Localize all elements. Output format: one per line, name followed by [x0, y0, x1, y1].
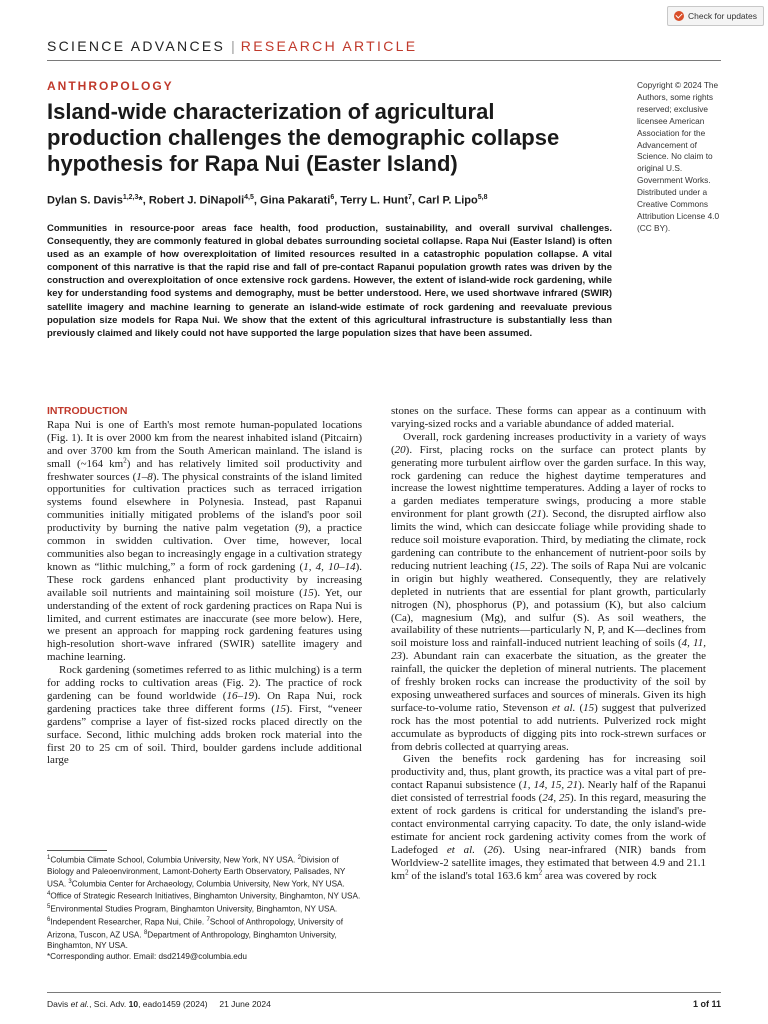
footnote-divider: [47, 850, 107, 851]
citation[interactable]: 15, 22: [513, 559, 542, 572]
body-paragraph: Given the benefits rock gardening has for increasing soil productivity and, thus, plant growth, its practice was a vital part of pre-contact Rapanui subsistence (1, 14, 15, 21). Nearly half of the Rapanui diet consisted of terrestrial foods (24, 25). In this regard, measuring the extent of rock gardens is critical for understanding the island's pre-contact environmental carrying capacity. To date, the only island-wide estimate for ancient rock gardening activity comes from the work of Ladefoged et al. (26). Using near-infrared (NIR) bands from Worldview-2 satellite images, they estimated that between 4.9 and 21.1 $km^2$ of the island's total 163.6 $km^2$ area was covered by rock: [391, 753, 707, 882]
body-column-right: [391, 405, 706, 883]
citation[interactable]: 24, 25: [542, 792, 570, 805]
author-affiliation: 4,5: [244, 194, 254, 201]
author-name: Carl P. Lipo: [418, 194, 478, 207]
article-type: RESEARCH ARTICLE: [240, 38, 418, 54]
header-divider: [47, 60, 721, 61]
citation[interactable]: 21: [531, 508, 543, 521]
author-list: Dylan S. Davis$^{1,2,3}$*, Robert J. DiNapoli$^{4,5}$, Gina Pakarati$^6$, Terry L. Hunt$^7$, Carl P. Lipo$^{5,8}$: [47, 194, 488, 207]
citation[interactable]: 4, 11, 23: [391, 637, 706, 663]
article-title: Island-wide characterization of agricultural production challenges the demographic collapse hypothesis for Rapa Nui (Easter Island): [47, 99, 560, 176]
citation[interactable]: 15: [274, 702, 286, 715]
author-affiliation: 1,2,3: [122, 194, 139, 201]
abstract: Communities in resource-poor areas face health, food production, sustainability, and overall survival challenges. Consequently, they are commonly featured in global debates surrounding societal collapse. Rapa Nui (Easter Island) is often used as an example of how overexploitation of limited resources resulted in a catastrophic population collapse. A vital component of this narrative is that the rapid rise and fall of pre-contact Rapanui population growth rates was driven by the construction and overexploitation of once extensive rock gardens. However, the extent of island-wide rock gardening, while key for understanding food systems and demography, must be better understood. Here, we used shortwave infrared (SWIR) satellite imagery and machine learning to generate an island-wide estimate of rock gardening and reevaluate previous population size models for Rapa Nui. We show that the extent of this agricultural infrastructure is substantially less than previously claimed and likely could not have supported the large population sizes that have been assumed.: [47, 223, 612, 339]
author-name: Robert J. DiNapoli: [148, 194, 245, 207]
author-name: Dylan S. Davis: [47, 194, 123, 207]
check-for-updates-button[interactable]: [667, 6, 764, 26]
body-paragraph: Rock gardening (sometimes referred to as lithic mulching) is a term for adding rocks to cultivation areas (Fig. 2). The practice of rock gardening can be found worldwide (16–19). On Rapa Nui, rock gardening practices take three different forms (15). First, “veneer gardens” comprise a layer of fist-sized rocks placed directly on the surface. Second, lithic mulching adds broken rock material into the first 20 to 25 cm of soil. Third, boulder gardens include additional large: [47, 664, 363, 767]
body-paragraph: Overall, rock gardening increases productivity in a variety of ways (20). First, placing rocks on the surface can protect plants by generating more turbulent airflow over the garden surface. In this way, rock gardening can reduce the highest daytime temperatures and increase the lowest nighttime temperatures. Adding a layer of rocks to a garden mediates temperature swings, producing a more stable environment for plant growth (21). Second, the disrupted airflow also limits the wind, which can desiccate foliage while providing shade to reduce soil moisture evaporation. Third, by mediating the climate, rock gardening can contribute to the enhancement of nutrient-poor soils by reducing nutrient leaching (15, 22). The soils of Rapa Nui are volcanic in origin but highly weathered. Consequently, they are relatively depleted in nutrients that are essential for plant growth, particularly nitrogen (N), phosphorus (P), and potassium (K), but also calcium (Ca), magnesium (Mg), and sulfur (S). As soil weathers, the availability of these nutrients—particularly N, P, and K—declines from soil moisture loss and rainfall-induced nutrient leaching of soils (4, 11, 23). Abundant rain can exacerbate the situation, as the greater the rainfall, the quicker the depletion of mineral nutrients. The placement of freshly broken rocks can increase the productivity of the soil by exposing unweathered surfaces and sources of minerals. Given its high surface-to-volume ratio, Stevenson et al. (15) suggest that pulverized rock has the most potential to add nutrients. Pulverized rock might accumulate as byproducts of digging pits into rock-strewn surfaces or from debris collected at quarrying areas.: [391, 430, 707, 753]
footer-divider: [47, 992, 721, 993]
introduction-heading: INTRODUCTION: [47, 405, 128, 417]
author-affiliation: 6: [330, 194, 335, 201]
check-badge-icon: [674, 11, 684, 21]
page-number: 1 of 11: [692, 999, 721, 1009]
citation[interactable]: 26: [487, 843, 499, 856]
citation[interactable]: 15: [302, 586, 314, 599]
header-separator: |: [231, 38, 235, 54]
corresponding-author: *Corresponding author. Email: dsd2149@columbia.edu: [47, 952, 247, 962]
journal-name: SCIENCE ADVANCES: [47, 38, 226, 54]
affiliation-footnotes: [47, 853, 362, 962]
author-affiliation: 7: [408, 194, 412, 201]
body-column-left: [47, 405, 362, 767]
affiliations: $^1$Columbia Climate School, Columbia University, New York, NY USA. $^2$Division of Biology and Paleoenvironment, Lamont-Doherty Earth Observatory, Palisades, NY USA. $^3$Columbia Center for Archaeology, Columbia University, New York, NY USA. $^4$Office of Strategic Research Initiatives, Binghamton University, Binghamton, NY USA. $^5$Environmental Studies Program, Binghamton University, Binghamton, NY USA. $^6$Independent Researcher, Rapa Nui, Chile. $^7$School of Anthropology, University of Arizona, Tuscon, AZ USA. $^8$Department of Anthropology, Binghamton University, Binghamton, NY USA.: [47, 855, 361, 951]
citation[interactable]: 16–19: [226, 689, 254, 702]
citation[interactable]: 20: [394, 443, 406, 456]
check-for-updates-label: Check for updates: [688, 11, 757, 21]
body-paragraph: Rapa Nui is one of Earth's most remote human-populated locations (Fig. 1). It is over 2000 km from the nearest inhabited island (Pitcairn) and over 3700 km from the South American mainland. The island is small (~164 $km^2$) and has relatively limited soil productivity and freshwater sources (1–8). The physical constraints of the island limited opportunities for cultivation practices such as terraced irrigation systems found elsewhere in Polynesia. Instead, past Rapanui communities initially mitigated problems of the island's poor soil productivity by burning the native palm vegetation (9), a practice common in swidden cultivation. Over time, however, local communities also began to increasingly engage in a cultivation strategy known as “lithic mulching,” a form of rock gardening (1, 4, 10–14). These rock gardens enhanced plant productivity by increasing available soil nutrients and maintaining soil moisture (15). Yet, our understanding of the extent of rock gardening practices on Rapa Nui is limited, and current estimates are inaccurate (see more below). Here, we present an approach for mapping rock gardening features using high-resolution short-wave infrared (SWIR) satellite imagery and machine learning.: [47, 418, 363, 664]
citation[interactable]: 9: [298, 522, 305, 535]
corresponding-mark: *: [138, 194, 143, 207]
citation[interactable]: 15: [583, 701, 595, 714]
footer-citation: Davis et al., Sci. Adv. 10, eado1459 (2024) 21 June 2024: [47, 999, 271, 1009]
author-name: Gina Pakarati: [260, 194, 331, 207]
section-label: ANTHROPOLOGY: [47, 79, 174, 93]
citation[interactable]: 1, 4, 10–14: [303, 560, 356, 573]
body-paragraph: stones on the surface. These forms can appear as a continuum with varying-sized rocks and a variable abundance of added material.: [391, 405, 706, 430]
author-affiliation: 5,8: [477, 194, 488, 201]
author-name: Terry L. Hunt: [340, 194, 409, 207]
citation[interactable]: 1, 14, 15, 21: [522, 779, 579, 792]
copyright-notice: Copyright © 2024 The Authors, some rights reserved; exclusive licensee American Association for the Advancement of Science. No claim to original U.S. Government Works. Distributed under a Creative Commons Attribution License 4.0 (CC BY).: [637, 80, 720, 233]
journal-header: [47, 38, 417, 54]
citation[interactable]: 1–8: [136, 470, 153, 483]
